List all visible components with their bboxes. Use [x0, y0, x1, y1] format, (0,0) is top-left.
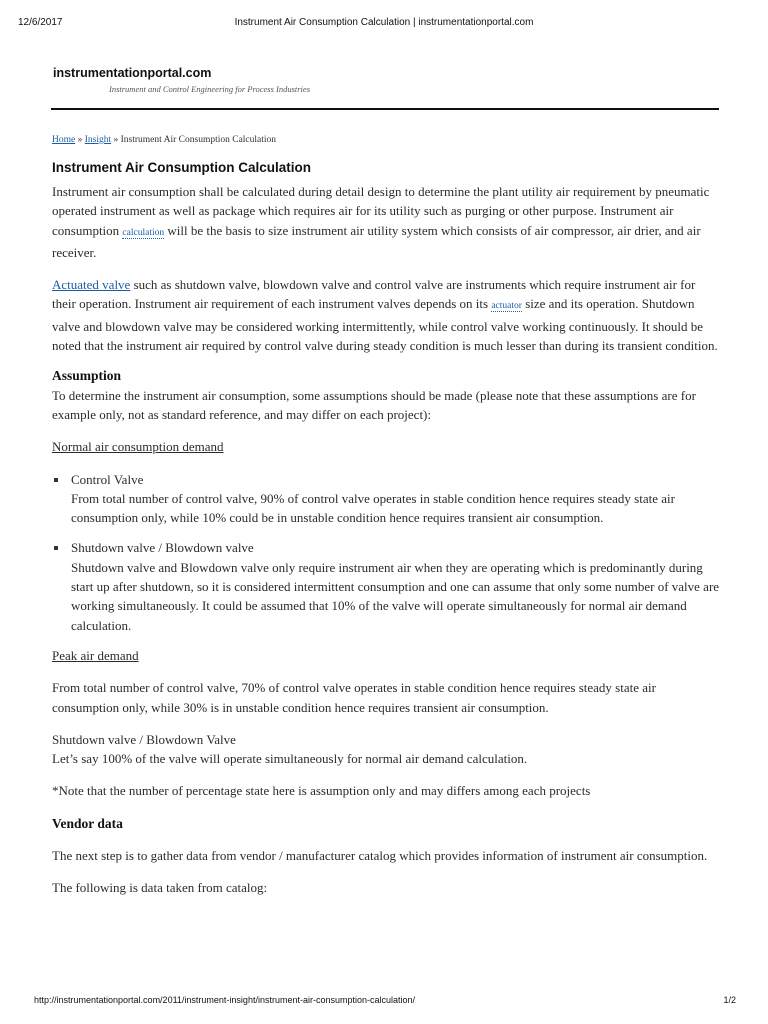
- peak-demand-heading: Peak air demand: [52, 647, 139, 663]
- assumption-heading: Assumption: [52, 368, 122, 384]
- breadcrumb-separator: »: [75, 135, 85, 145]
- list-item: [52, 538, 720, 634]
- assumption-note: *Note that the number of percentage state here is assumption only and may differs among each projects: [52, 783, 591, 799]
- print-footer: [0, 995, 768, 1009]
- breadcrumb-home-link[interactable]: Home: [52, 135, 76, 145]
- control-valve-text: From total number of control valve, 90% of control valve operates in stable condition hence requires steady state air consumption only, while 10% could be in unstable condition hence requires transient air consumption.: [71, 490, 675, 526]
- catalog-data-intro: The following is data taken from catalog:: [52, 880, 268, 896]
- peak-shutdown-text: Let’s say 100% of the valve will operate simultaneously for normal air demand calculation.: [52, 751, 528, 767]
- valves-text: such as shutdown valve, blowdown valve and control valve are instruments which require instrument air for their operation. Instrument air requirement of each instrument valves depends on its: [52, 277, 696, 312]
- breadcrumb-current: Instrument Air Consumption Calculation: [120, 135, 277, 145]
- print-url: http://instrumentationportal.com/2011/instrument-insight/instrument-air-consumption-calculation/: [34, 995, 416, 1005]
- article-title: Instrument Air Consumption Calculation: [52, 160, 312, 175]
- peak-demand-text: From total number of control valve, 70% of control valve operates in stable condition hence requires steady state air consumption only, while 30% is in unstable condition hence requires transient air consumption.: [52, 680, 656, 715]
- breadcrumb: [52, 135, 276, 145]
- breadcrumb-insight-link[interactable]: Insight: [84, 135, 112, 145]
- site-name[interactable]: instrumentationportal.com: [53, 66, 212, 80]
- list-item: [52, 470, 720, 528]
- vendor-data-text: The next step is to gather data from vendor / manufacturer catalog which provides information of instrument air consumption.: [52, 848, 708, 864]
- intro-paragraph: [52, 182, 720, 262]
- valves-text-end: size and its operation. Shutdown valve and blowdown valve may be considered working intermittently, while control valve working continuously. It should be noted that the instrument air required by control valve during steady condition is much lesser than during its transient condition.: [52, 296, 718, 354]
- peak-shutdown-title: Shutdown valve / Blowdown Valve: [52, 731, 236, 747]
- valves-paragraph: [52, 275, 720, 355]
- header-divider: [51, 108, 719, 110]
- actuated-valve-link[interactable]: Actuated valve: [52, 277, 131, 293]
- calculation-tag-link[interactable]: calculation: [122, 227, 165, 238]
- print-header: [0, 17, 768, 31]
- vendor-data-heading: Vendor data: [52, 815, 123, 831]
- normal-demand-heading: Normal air consumption demand: [52, 439, 224, 455]
- breadcrumb-separator: »: [111, 135, 121, 145]
- shutdown-valve-title: Shutdown valve / Blowdown valve: [71, 540, 254, 556]
- shutdown-valve-text: Shutdown valve and Blowdown valve only require instrument air when they are operating which is predominantly during start up after shutdown, so it is considered intermittent consumption and one can assume that only some number of valve are working simultaneously. It could be assumed that 10% of the valve will operate simultaneously for normal air demand calculation.: [71, 559, 720, 633]
- intro-text-end: will be the basis to size instrument air utility system which consists of air compressor, air drier, and air receiver.: [52, 222, 701, 260]
- assumption-text: To determine the instrument air consumption, some assumptions should be made (please note that these assumptions are for example only, not as standard reference, and may differ on each project):: [52, 387, 696, 422]
- site-header: [53, 66, 719, 94]
- actuator-tag-link[interactable]: actuator: [491, 301, 522, 312]
- site-tagline: Instrument and Control Engineering for Process Industries: [109, 84, 310, 94]
- peak-shutdown-block: [52, 730, 720, 769]
- control-valve-title: Control Valve: [71, 471, 144, 487]
- article-body: [52, 182, 720, 911]
- intro-text: Instrument air consumption shall be calculated during detail design to determine the plant utility air requirement by pneumatic operated instrument as well as package which requires air for its utility such as purging or other purpose. Instrument air consumption: [52, 184, 710, 238]
- print-page-title: Instrument Air Consumption Calculation | instrumentationportal.com: [234, 17, 534, 28]
- print-date: 12/6/2017: [18, 17, 63, 28]
- normal-demand-list: [52, 470, 720, 635]
- page-number: 1/2: [723, 995, 736, 1005]
